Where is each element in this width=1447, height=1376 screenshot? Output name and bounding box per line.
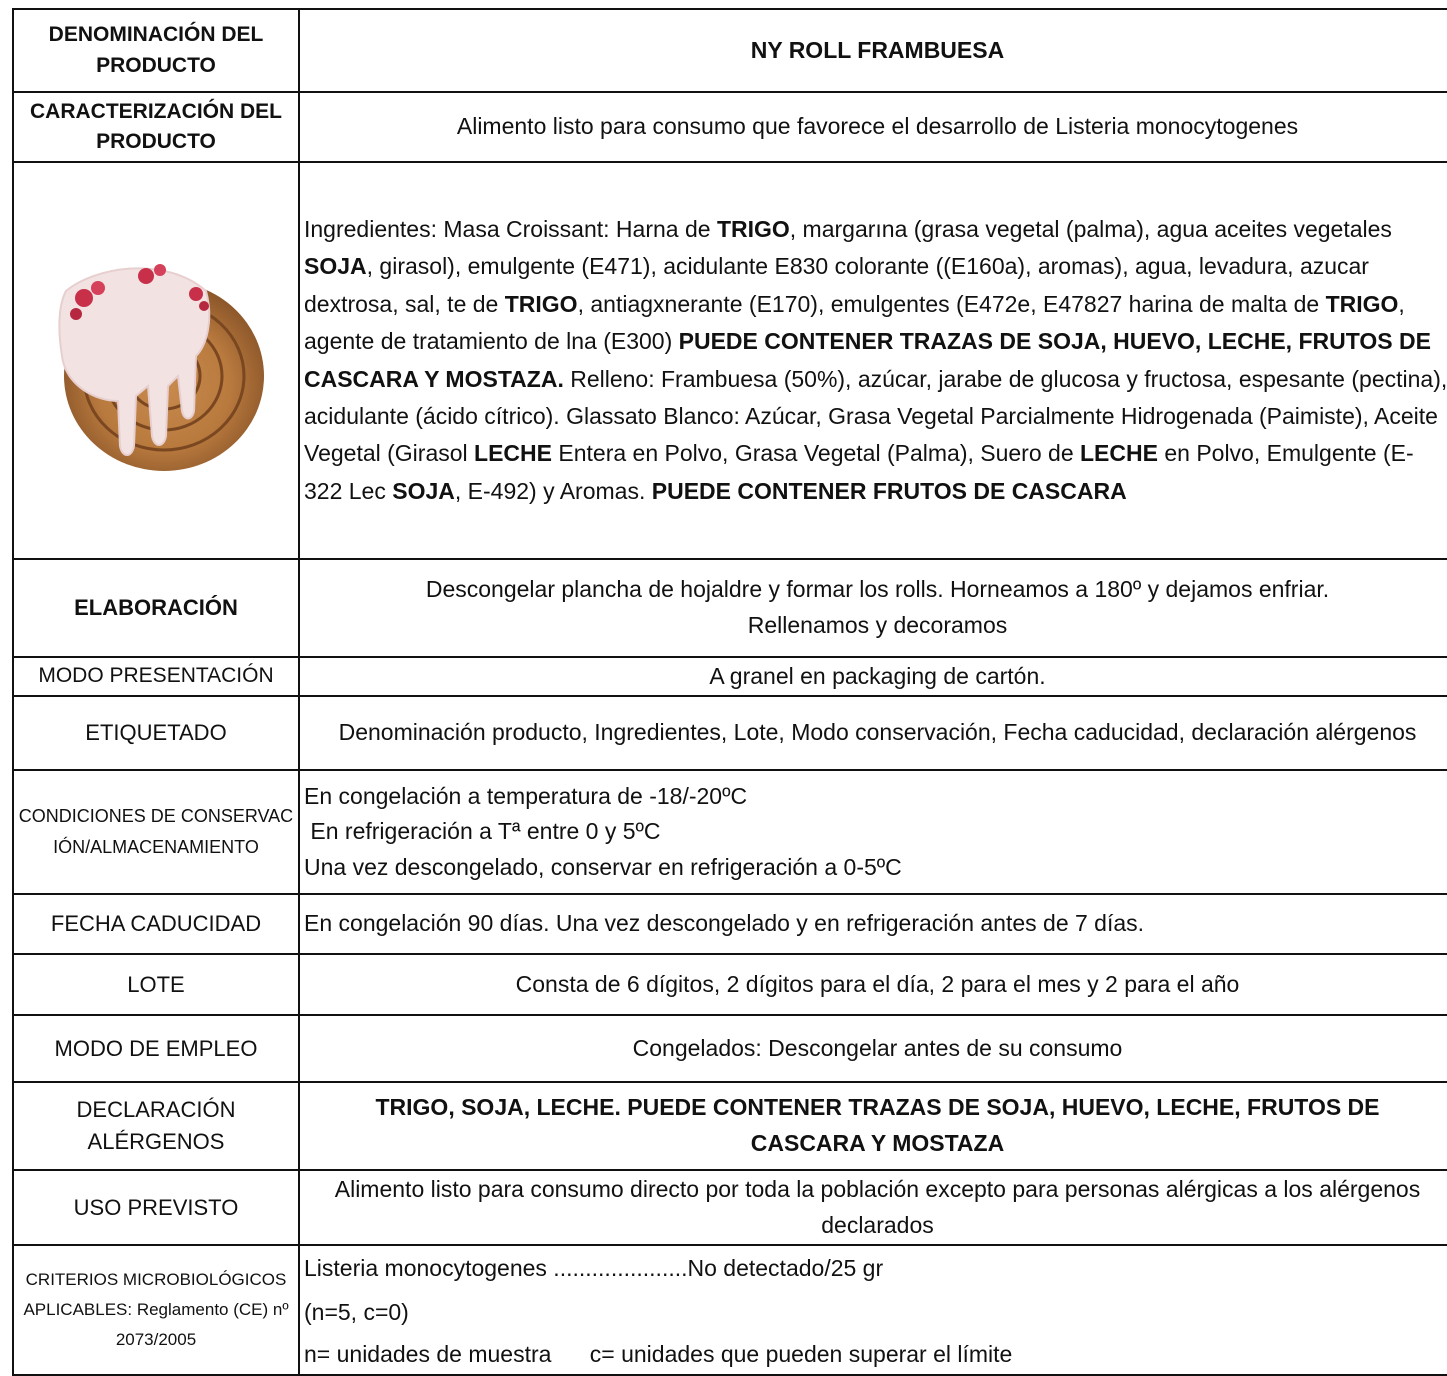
- row-conservacion: [13, 770, 1447, 894]
- label-lote: LOTE: [13, 954, 299, 1015]
- row-criterios: [13, 1245, 1447, 1375]
- etiquetado-value: Denominación producto, Ingredientes, Lote, Modo conservación, Fecha caducidad, declaración alérgenos: [299, 696, 1447, 770]
- label-caracterizacion: CARACTERIZACIÓN DEL PRODUCTO: [13, 92, 299, 162]
- ingrediente-texto: Entera en Polvo, Grasa Vegetal (Palma), Suero de: [551, 440, 1080, 467]
- label-conservacion: CONDICIONES DE CONSERVACIÓN/ALMACENAMIENTO: [13, 770, 299, 894]
- alergenos-value: TRIGO, SOJA, LECHE. PUEDE CONTENER TRAZAS DE SOJA, HUEVO, LECHE, FRUTOS DE CASCARA Y MOSTAZA: [299, 1082, 1447, 1170]
- row-denominacion: [13, 9, 1447, 92]
- conservacion-value: [299, 770, 1447, 894]
- row-alergenos: [13, 1082, 1447, 1170]
- ingrediente-texto: , antiagxnerante (E170), emulgentes (E472e, E47827 harina de malta de: [577, 290, 1326, 317]
- ingrediente-alergeno: TRIGO: [504, 290, 578, 317]
- row-empleo: [13, 1015, 1447, 1082]
- empleo-value: Congelados: Descongelar antes de su consumo: [299, 1015, 1447, 1082]
- ingrediente-alergeno: TRIGO: [716, 215, 790, 242]
- ingrediente-alergeno: PUEDE CONTENER FRUTOS DE CASCARA: [651, 477, 1127, 504]
- row-elaboracion: [13, 559, 1447, 657]
- caducidad-value: En congelación 90 días. Una vez descongelado y en refrigeración antes de 7 días.: [299, 894, 1447, 954]
- presentacion-value: A granel en packaging de cartón.: [299, 657, 1447, 696]
- conservacion-line-1: En congelación a temperatura de -18/-20ºC: [304, 782, 748, 809]
- label-empleo: MODO DE EMPLEO: [13, 1015, 299, 1082]
- product-spec-table: [12, 8, 1447, 1376]
- conservacion-line-2: En refrigeración a Tª entre 0 y 5ºC: [304, 818, 661, 845]
- ingrediente-alergeno: TRIGO: [1325, 290, 1399, 317]
- label-criterios: CRITERIOS MICROBIOLÓGICOS APLICABLES: Reglamento (CE) nº 2073/2005: [13, 1245, 299, 1375]
- lote-value: Consta de 6 dígitos, 2 dígitos para el día, 2 para el mes y 2 para el año: [299, 954, 1447, 1015]
- uso-value: Alimento listo para consumo directo por toda la población excepto para personas alérgicas a los alérgenos declarados: [299, 1170, 1447, 1245]
- row-uso: [13, 1170, 1447, 1245]
- conservacion-line-3: Una vez descongelado, conservar en refrigeración a 0-5ºC: [304, 853, 902, 880]
- ingrediente-alergeno: SOJA: [392, 477, 455, 504]
- label-alergenos: DECLARACIÓN ALÉRGENOS: [13, 1082, 299, 1170]
- ingredientes-text: [299, 162, 1447, 559]
- ingrediente-texto: Relleno: Frambuesa (50%), azúcar, jarabe de glucosa y fructosa, espesante (pectina), acidulante (ácido cítrico). Glassato Blanco: Azúcar, Grasa Vegetal Parcialmente Hidrogenada (Paimiste), Aceite Vegetal (Girasol: [304, 365, 1447, 467]
- elaboracion-line-1: Descongelar plancha de hojaldre y formar los rolls. Horneamos a 180º y dejamos enfriar.: [425, 576, 1330, 603]
- elaboracion-value: [299, 559, 1447, 657]
- ingrediente-alergeno: LECHE: [474, 440, 552, 467]
- product-photo-cell: [13, 162, 299, 559]
- label-caducidad: FECHA CADUCIDAD: [13, 894, 299, 954]
- ingrediente-texto: , E-492) y Aromas.: [454, 477, 652, 504]
- ingrediente-alergeno: LECHE: [1080, 440, 1158, 467]
- label-denominacion: DENOMINACIÓN DEL PRODUCTO: [13, 9, 299, 92]
- ingrediente-alergeno: PUEDE CONTENER TRAZAS DE SOJA, HUEVO, LECHE, FRUTOS DE CASCARA Y MOSTAZA.: [304, 328, 1431, 392]
- label-presentacion: MODO PRESENTACIÓN: [13, 657, 299, 696]
- row-ingredientes: [13, 162, 1447, 559]
- ingrediente-texto: , agente de tratamiento de lna (E300): [304, 290, 1405, 355]
- criterios-line-1: Listeria monocytogenes .....................No detectado/25 gr: [304, 1255, 884, 1281]
- label-elaboracion: ELABORACIÓN: [13, 559, 299, 657]
- criterios-line-3: n= unidades de muestra c= unidades que pueden superar el límite: [304, 1341, 1013, 1367]
- ingrediente-texto: en Polvo, Emulgente (E-322 Lec: [304, 440, 1414, 504]
- ingrediente-alergeno: SOJA: [304, 253, 367, 280]
- row-etiquetado: [13, 696, 1447, 770]
- product-name: NY ROLL FRAMBUESA: [299, 9, 1447, 92]
- elaboracion-line-2: Rellenamos y decoramos: [747, 612, 1008, 638]
- label-uso: USO PREVISTO: [13, 1170, 299, 1245]
- ingrediente-texto: Ingredientes: Masa Croissant: Harna de: [304, 215, 717, 242]
- row-lote: [13, 954, 1447, 1015]
- row-caducidad: [13, 894, 1447, 954]
- ingrediente-texto: , girasol), emulgente (E471), acidulante E830 colorante ((E160a), aromas), agua, levadura, azucar dextrosa, sal, te de: [304, 253, 1369, 317]
- product-photo: [36, 236, 276, 486]
- ingrediente-texto: , margarına (grasa vegetal (palma), agua aceites vegetales: [789, 215, 1392, 242]
- criterios-line-2: (n=5, c=0): [304, 1299, 409, 1325]
- row-presentacion: [13, 657, 1447, 696]
- criterios-value: [299, 1245, 1447, 1375]
- caracterizacion-value: Alimento listo para consumo que favorece el desarrollo de Listeria monocytogenes: [299, 92, 1447, 162]
- label-etiquetado: ETIQUETADO: [13, 696, 299, 770]
- row-caracterizacion: [13, 92, 1447, 162]
